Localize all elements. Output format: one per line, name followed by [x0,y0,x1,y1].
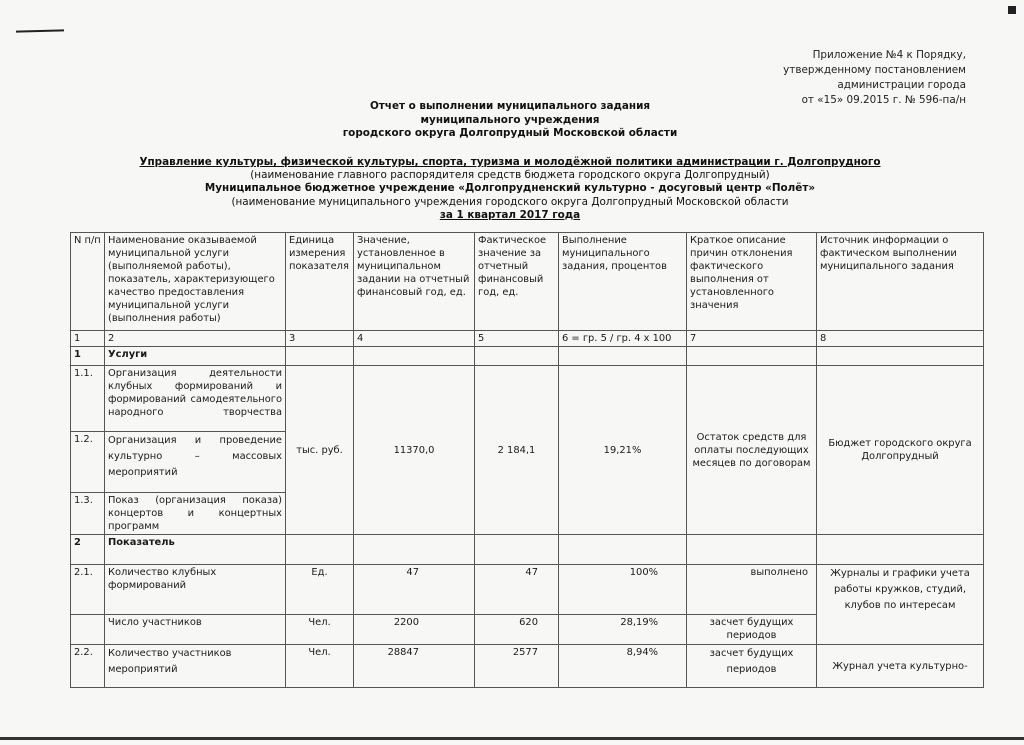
section-title: Услуги [105,347,286,366]
actual-value: 620 [475,615,559,645]
table-row [71,565,984,615]
column-number: 8 [817,331,984,347]
table-row [71,366,984,432]
info-source: Журнал учета культурно- [817,645,984,688]
deviation-reason: выполнено [687,565,817,615]
unit-cell: тыс. руб. [286,366,354,535]
percent-value: 28,19% [559,615,687,645]
header-cell: N п/п [71,233,105,331]
appendix-line: от «15» 09.2015 г. № 596-па/н [801,94,966,106]
percent-value: 100% [559,565,687,615]
actual-value: 47 [475,565,559,615]
planned-value: 47 [354,565,475,615]
header-cell: Источник информации о фактическом выполнении муниципального задания [817,233,984,331]
indicator-name: Количество участников мероприятий [105,645,286,688]
planned-value: 28847 [354,645,475,688]
header-cell: Краткое описание причин отклонения фактического выполнения от установленного значения [687,233,817,331]
header-cell: Выполнение муниципального задания, процентов [559,233,687,331]
scan-edge [0,737,1024,740]
header-cell: Значение, установленное в муниципальном задании на отчетный финансовый год, ед. [354,233,475,331]
institution-name: Муниципальное бюджетное учреждение «Долгопрудненский культурно - досуговый центр «Полёт» [204,182,816,195]
planned-value: 11370,0 [354,366,475,535]
deviation-reason: засчет будущих периодов [687,645,817,688]
column-number: 4 [354,331,475,347]
deviation-reason: засчет будущих периодов [687,615,817,645]
section-row [71,347,984,366]
percent-value: 8,94% [559,645,687,688]
unit-cell: Чел. [286,645,354,688]
row-number: 2.2. [71,645,105,688]
report-table [70,232,984,688]
row-number: 1.1. [71,366,105,432]
section-row [71,535,984,565]
actual-value: 2 184,1 [475,366,559,535]
header-cell: Единица измерения показателя [286,233,354,331]
organization-block [100,156,920,222]
column-number: 2 [105,331,286,347]
planned-value: 2200 [354,615,475,645]
column-number: 6 = гр. 5 / гр. 4 x 100 [559,331,687,347]
info-source: Журналы и графики учета работы кружков, студий, клубов по интересам [817,565,984,645]
row-number: 1.2. [71,432,105,493]
appendix-line: администрации города [837,79,966,91]
table-row [71,645,984,688]
title-line: городского округа Долгопрудный Московской области [342,127,678,139]
administrator-caption: (наименование главного распорядителя средств бюджета городского округа Долгопрудный) [250,169,770,182]
column-number: 5 [475,331,559,347]
indicator-name: Количество клубных формирований [105,565,286,615]
column-number: 7 [687,331,817,347]
header-cell: Наименование оказываемой муниципальной услуги (выполняемой работы), показатель, характеризующего качество предоставления муниципальной услуги (выполнения работы) [105,233,286,331]
deviation-reason: Остаток средств для оплаты последующих месяцев по договорам [687,366,817,535]
scan-mark [16,29,64,32]
row-number: 2.1. [71,565,105,615]
row-number [71,615,105,645]
report-title [170,100,850,141]
administrator-name: Управление культуры, физической культуры, спорта, туризма и молодёжной политики администрации г. Долгопрудного [139,156,881,168]
section-number: 1 [71,347,105,366]
column-number: 1 [71,331,105,347]
actual-value: 2577 [475,645,559,688]
appendix-line: Приложение №4 к Порядку, [812,49,966,61]
unit-cell: Чел. [286,615,354,645]
report-period: за 1 квартал 2017 года [439,208,581,221]
unit-cell: Ед. [286,565,354,615]
service-name: Показ (организация показа) концертов и концертных программ [105,493,286,535]
scan-mark [1008,6,1016,14]
appendix-line: утвержденному постановлением [783,64,966,76]
title-line: муниципального учреждения [420,113,600,126]
percent-value: 19,21% [559,366,687,535]
appendix-note [746,48,966,108]
institution-caption: (наименование муниципального учреждения городского округа Долгопрудный Московской области [231,195,789,208]
header-row [71,233,984,331]
section-title: Показатель [105,535,286,565]
service-name: Организация и проведение культурно – массовых мероприятий [105,432,286,493]
column-number-row [71,331,984,347]
column-number: 3 [286,331,354,347]
indicator-name: Число участников [105,615,286,645]
section-number: 2 [71,535,105,565]
service-name: Организация деятельности клубных формирований и формирований самодеятельного народного творчества [105,366,286,432]
info-source: Бюджет городского округа Долгопрудный [817,366,984,535]
title-line: Отчет о выполнении муниципального задания [369,100,651,112]
header-cell: Фактическое значение за отчетный финансовый год, ед. [475,233,559,331]
row-number: 1.3. [71,493,105,535]
